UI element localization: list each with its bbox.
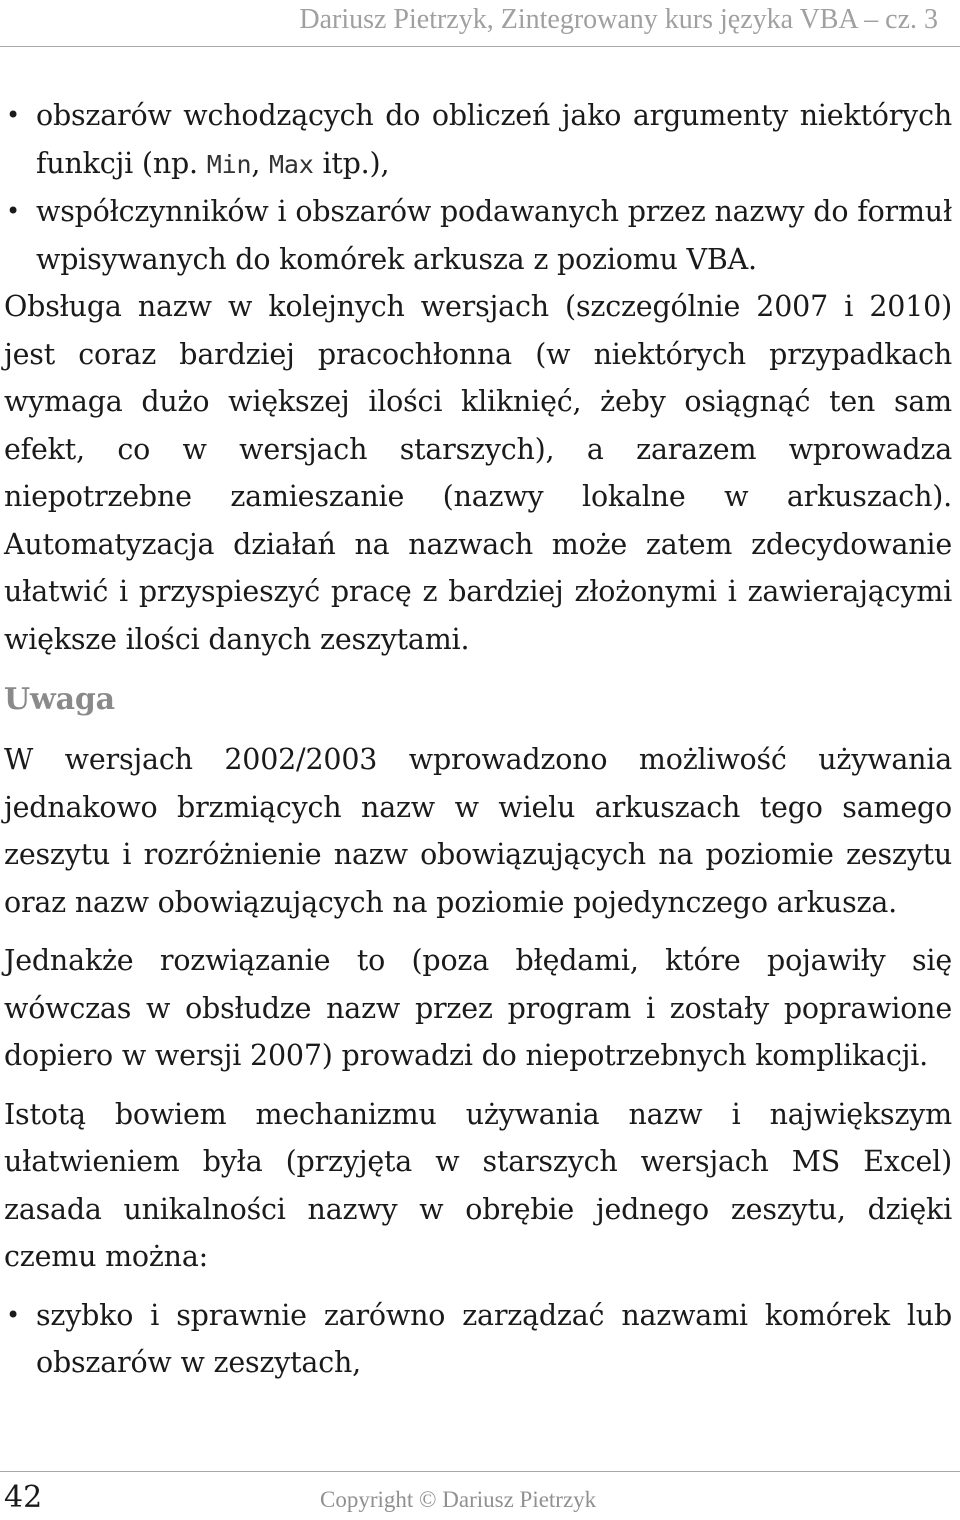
list-item: • obszarów wchodzących do obliczeń jako argumenty niektórych funkcji (np. Min, Max itp.),: [4, 92, 952, 188]
code-max: Max: [269, 149, 314, 179]
page-number: 42: [4, 1480, 43, 1515]
paragraph: Jednakże rozwiązanie to (poza błędami, które pojawiły się wówczas w obsłudze nazw przez program i zostały poprawione dopiero w wersji 2007) prowadzi do niepotrzebnych komplikacji.: [4, 944, 952, 1072]
bullet-list-bottom: [4, 1292, 952, 1387]
paragraph: Obsługa nazw w kolejnych wersjach (szczególnie 2007 i 2010) jest coraz bardziej pracochłonna (w niektórych przypadkach wymaga dużo większej ilości kliknięć, żeby osiągnąć ten sam efekt, co w wersjach starszych), a zarazem wprowadza niepotrzebne zamieszanie (nazwy lokalne w arkuszach). Automatyzacja działań na nazwach może zatem zdecydowanie ułatwić i przyspieszyć pracę z bardziej złożonymi i zawierającymi większe ilości danych zeszytami.: [4, 290, 952, 656]
running-title: Dariusz Pietrzyk, Zintegrowany kurs języka VBA – cz. 3: [299, 4, 938, 35]
copyright-notice: Copyright © Dariusz Pietrzyk: [320, 1487, 597, 1512]
code-min: Min: [206, 149, 252, 179]
page-header: [0, 0, 960, 47]
paragraph: Istotą bowiem mechanizmu używania nazw i największym ułatwieniem była (przyjęta w starszych wersjach MS Excel) zasada unikalności nazwy w obrębie jednego zeszytu, dzięki czemu można:: [4, 1097, 952, 1273]
list-item: • współczynników i obszarów podawanych przez nazwy do formuł wpisywanych do komórek arkusza z poziomu VBA.: [4, 188, 952, 283]
list-item: • szybko i sprawnie zarówno zarządzać nazwami komórek lub obszarów w zeszytach,: [4, 1292, 952, 1387]
paragraph: W wersjach 2002/2003 wprowadzono możliwość używania jednakowo brzmiących nazw w wielu arkuszach tego samego zeszytu i rozróżnienie nazw obowiązujących na poziomie zeszytu oraz nazw obowiązujących na poziomie pojedynczego arkusza.: [4, 743, 952, 919]
bullet-icon: •: [6, 197, 20, 225]
note-heading: Uwaga: [4, 682, 115, 717]
bullet-icon: •: [6, 101, 20, 129]
page-content: [4, 92, 952, 1387]
bullet-icon: •: [6, 1300, 20, 1329]
footer-divider: [0, 1471, 960, 1472]
bullet-list-top: [4, 92, 952, 283]
